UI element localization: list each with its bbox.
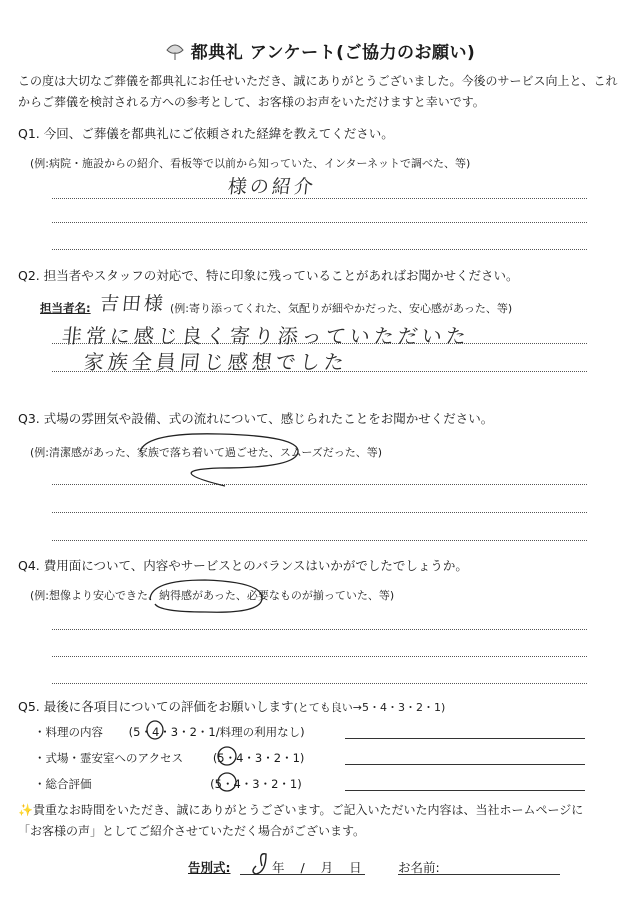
ginkgo-leaf-icon [165,42,185,62]
q3-answer-line-2 [52,512,587,513]
rating-row-overall[interactable] [34,776,302,792]
rating-overall-scale[interactable]: (5・4・3・2・1) [210,777,302,791]
q5-scale: (とても良い→5・4・3・2・1) [293,701,446,714]
intro-text [18,71,618,113]
q2-answer-line-a [52,343,587,344]
rating-access-scale[interactable]: (5・4・3・2・1) [212,751,305,765]
q1-question: Q1. 今回、ご葬儀を都典礼にご依頼された経緯を教えてください。 [18,126,394,141]
q4-example-pre: (例:想像より安心できた、 [30,589,159,602]
name-label: お名前: [398,860,440,875]
q1-answer-line-1 [52,198,587,199]
funeral-date-value[interactable]: 年 / 月 日 [272,860,368,875]
rating-overall-label: ・総合評価 [34,777,92,791]
q2-staff-label: 担当者名: [40,301,91,315]
q2-example: (例:寄り添ってくれた、気配りが細やかだった、安心感があった、等) [170,302,513,315]
q3-example-pre: (例:清潔感があった、 [30,446,137,459]
rating-access-label: ・式場・霊安室へのアクセス [34,751,184,765]
q5-question [18,697,445,715]
q2-staff-name[interactable]: 吉田様 [98,293,168,315]
intro-line-1: この度は大切なご葬儀を都典礼にお任せいただき、誠にありがとうございました。今後のサービス向上と、これ [18,74,618,88]
q3-answer-line-3 [52,540,587,541]
q1-answer-line-2 [52,222,587,223]
q2-answer-line-b [52,371,587,372]
rating-overall-line [345,790,585,791]
q2-answer-line-1[interactable]: 非常に感じ良く寄り添っていただいた [60,324,472,348]
q3-example-circled[interactable]: 家族で落ち着いて過ごせた [136,446,269,459]
q4-example [30,587,394,603]
q4-answer-line-1 [52,629,587,630]
q2-question: Q2. 担当者やスタッフの対応で、特に印象に残っていることがあればお聞かせください。 [18,268,519,283]
name-underline[interactable] [398,874,560,875]
q4-answer-line-3 [52,683,587,684]
closing-line-2: 「お客様の声」としてご紹介させていただく場合がございます。 [18,824,366,838]
rating-row-access[interactable] [34,750,304,766]
q1-example: (例:病院・施設からの紹介、看板等で以前から知っていた、インターネットで調べた、等) [30,157,471,170]
rating-food-scale[interactable]: (5・4・3・2・1/料理の利用なし) [128,725,305,739]
rating-row-food[interactable] [34,724,305,740]
funeral-date-underline [240,874,365,875]
form-title-text: 都典礼 アンケート(ご協力のお願い) [190,43,476,63]
q3-question: Q3. 式場の雰囲気や設備、式の流れについて、感じられたことをお聞かせください。 [18,411,494,426]
closing-text [18,800,583,842]
closing-line-1: ✨貴重なお時間をいただき、誠にありがとうございます。ご記入いただいた内容は、当社ホームページに [18,803,584,817]
q1-answer[interactable]: 様の紹介 [226,176,318,198]
q4-example-post: 、必要なものが揃っていた、等) [235,589,395,602]
q1-answer-line-3 [52,249,587,250]
q3-example [30,444,382,460]
form-title [0,38,640,63]
q3-answer-line-1 [52,484,587,485]
q4-answer-line-2 [52,656,587,657]
intro-line-2: からご葬儀を検討される方への参考として、お客様のお声をいただけますと幸いです。 [18,95,485,109]
funeral-date-label: 告別式: [188,860,231,875]
date-pen-stroke [253,854,266,874]
rating-food-label: ・料理の内容 [34,725,103,739]
q4-question: Q4. 費用面について、内容やサービスとのバランスはいかがでしたでしょうか。 [18,558,468,573]
q5-question-text: Q5. 最後に各項目についての評価をお願いします [18,699,294,714]
q2-answer-line-2[interactable]: 家族全員同じ感想でした [82,350,350,374]
q3-example-post: 、スムーズだった、等) [268,446,383,459]
rating-access-line [345,764,585,765]
q4-example-circled[interactable]: 納得感があった [159,589,236,602]
rating-food-line [345,738,585,739]
